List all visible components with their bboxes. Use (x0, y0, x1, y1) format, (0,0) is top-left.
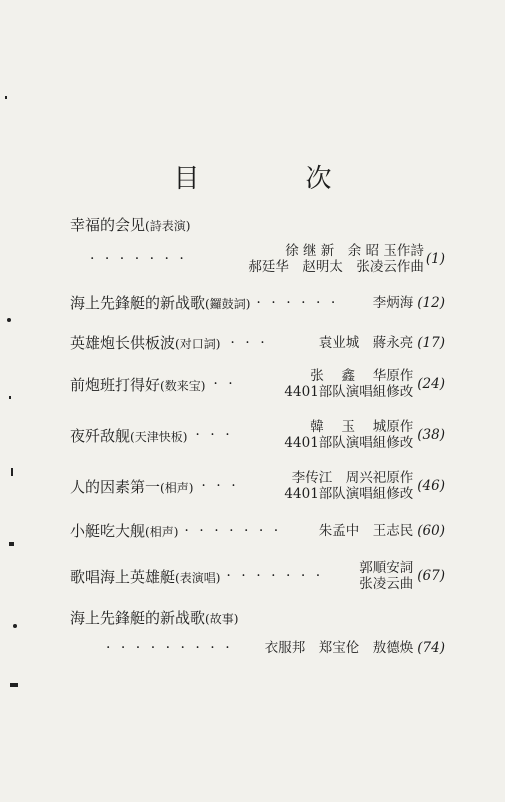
credit-line: 韓 玉 城原作 (310, 419, 414, 435)
toc-entry[interactable] (70, 332, 445, 353)
credit-line: 4401部队演唱組修改 (284, 384, 414, 400)
entry-page-number: (17) (417, 334, 445, 351)
entry-title: 海上先鋒艇的新战歌 (70, 609, 206, 627)
toc-entry[interactable] (70, 214, 445, 275)
toc-entry[interactable] (70, 368, 445, 400)
entry-title: 幸福的会见 (70, 216, 146, 234)
entry-page-number: (12) (417, 294, 445, 311)
toc-entry[interactable] (70, 607, 445, 656)
page-title: 目 次 (173, 164, 372, 194)
entry-credits (284, 419, 413, 451)
scan-speck (11, 468, 13, 476)
credit-line: 4401部队演唱組修改 (284, 486, 414, 502)
entry-page-number: (46) (417, 478, 445, 494)
entry-genre: (相声) (145, 525, 179, 539)
entry-genre: (对口詞) (175, 337, 221, 351)
entry-title: 前炮班打得好 (70, 375, 161, 394)
dot-leader: · · · (201, 478, 239, 494)
toc-entry[interactable] (70, 292, 445, 313)
toc-entry[interactable] (70, 470, 445, 502)
entry-page-number: (60) (417, 522, 445, 539)
credit-line: 张 鑫 华原作 (310, 368, 414, 384)
dot-leader: · · (213, 376, 236, 392)
entry-title: 英雄炮长供板波 (70, 334, 176, 352)
entry-page-number: (38) (417, 427, 445, 443)
dot-leader: · · · · · · · (226, 568, 324, 584)
scan-speck (9, 396, 11, 399)
entry-genre: (相声) (160, 480, 194, 495)
entry-page-number: (67) (417, 568, 445, 584)
toc-entry[interactable] (70, 419, 445, 451)
credit-line: 郝廷华 赵明太 张凌云作曲 (248, 259, 424, 275)
scan-speck (13, 624, 17, 628)
scan-speck (10, 683, 18, 687)
dot-leader: · · · · · · · (184, 522, 282, 539)
credit-line: 郭順安詞 (359, 560, 414, 576)
scan-speck (9, 542, 14, 546)
credit-line: 徐 继 新 余 昭 玉作詩 (285, 243, 424, 259)
entry-credits: 李炳海 (372, 294, 414, 311)
entry-credits (284, 368, 413, 400)
entry-title: 海上先鋒艇的新战歌 (70, 294, 206, 312)
entry-title: 小艇吃大舰 (70, 522, 146, 540)
dot-leader: · · · (230, 334, 268, 351)
dot-leader: · · · (195, 427, 233, 443)
entry-credits (248, 243, 424, 275)
toc-entry[interactable] (70, 520, 445, 541)
credit-line: 张凌云曲 (359, 576, 414, 592)
entry-genre: (数来宝) (160, 378, 206, 393)
entry-credits: 袁业城 蔣永亮 (318, 334, 414, 351)
entry-genre: (鑼鼓詞) (205, 297, 251, 311)
scan-speck (7, 318, 11, 322)
entry-credits: 朱孟中 王志民 (318, 522, 414, 539)
entry-credits (359, 560, 413, 592)
toc-entry[interactable] (70, 560, 445, 592)
entry-page-number: (24) (417, 376, 445, 392)
scan-speck (5, 96, 7, 99)
dot-leader: · · · · · · · · · (106, 640, 233, 656)
entry-genre: (故事) (205, 612, 239, 626)
entry-credits (284, 470, 413, 502)
entry-title: 夜歼敌舰 (70, 426, 131, 445)
entry-credits: 衣服邦 郑宝伦 敖德焕 (264, 640, 414, 656)
entry-genre: (天津快板) (130, 429, 188, 444)
credit-line: 4401部队演唱組修改 (284, 435, 414, 451)
dot-leader: · · · · · · (256, 294, 339, 311)
entry-genre: (表演唱) (175, 570, 221, 585)
entry-title: 歌唱海上英雄艇 (70, 567, 176, 586)
entry-title: 人的因素第一 (70, 477, 161, 496)
credit-line: 李传江 周兴祀原作 (291, 470, 414, 486)
entry-page-number: (1) (425, 251, 445, 267)
dot-leader: · · · · · · · (90, 251, 187, 267)
entry-genre: (詩表演) (145, 219, 191, 233)
entry-page-number: (74) (417, 640, 445, 656)
